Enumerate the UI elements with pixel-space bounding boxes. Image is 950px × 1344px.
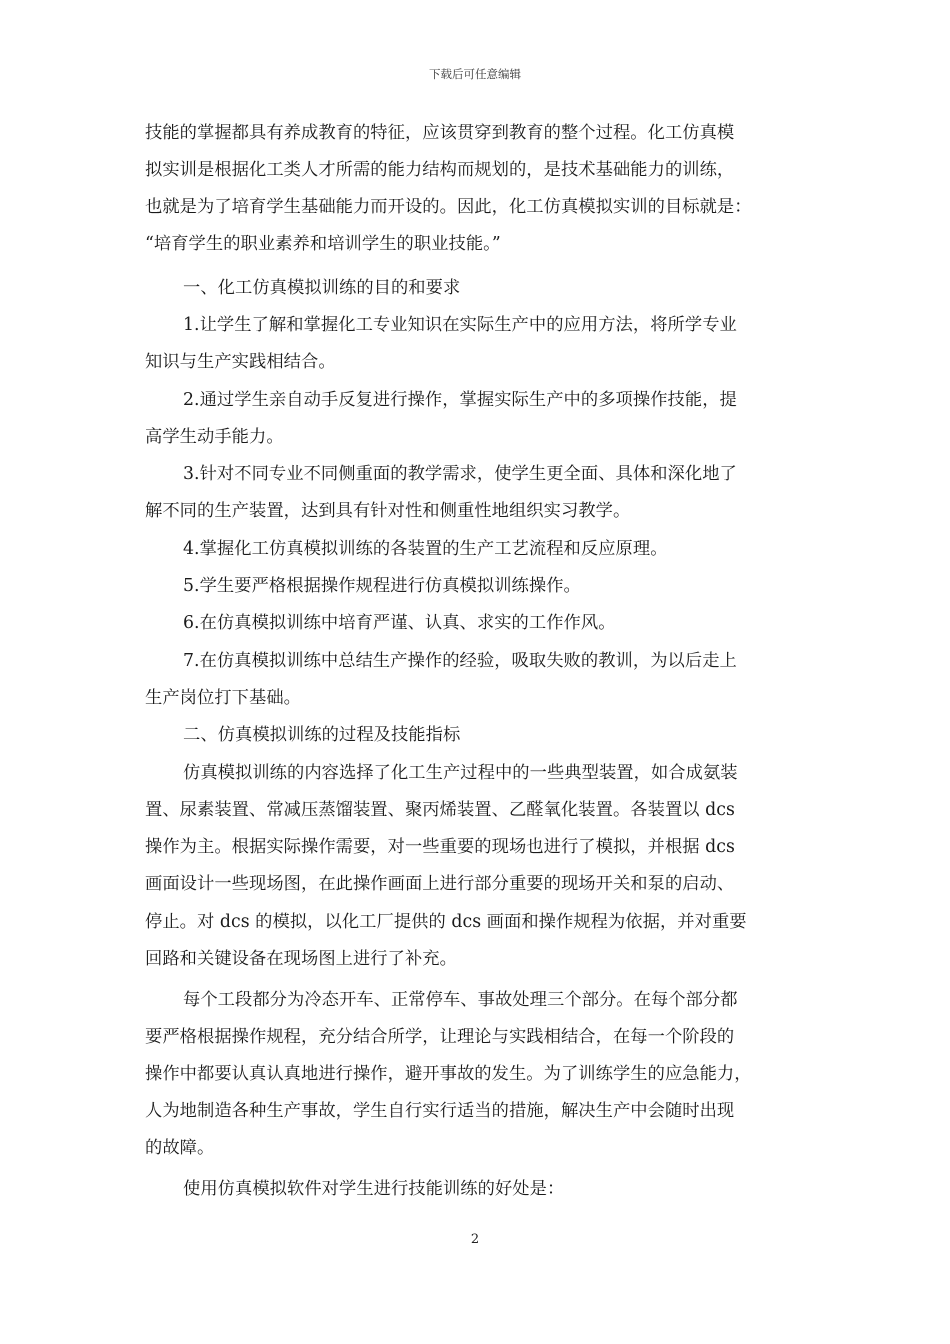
text-line: 要严格根据操作规程，充分结合所学，让理论与实践相结合，在每一个阶段的: [145, 1027, 735, 1047]
text-line: 生产岗位打下基础。: [145, 688, 301, 708]
text-line: “培育学生的职业素养和培训学生的职业技能。”: [145, 234, 501, 254]
page-header: 下载后可任意编辑: [429, 67, 521, 81]
list-item: 5.学生要严格根据操作规程进行仿真模拟训练操作。: [183, 576, 581, 596]
text-line: 高学生动手能力。: [145, 427, 284, 447]
text-line: 停止。对 dcs 的模拟，以化工厂提供的 dcs 画面和操作规程为依据，并对重要: [145, 912, 747, 932]
text-line: 操作为主。根据实际操作需要，对一些重要的现场也进行了模拟，并根据 dcs: [145, 837, 735, 857]
text-line: 技能的掌握都具有养成教育的特征，应该贯穿到教育的整个过程。化工仿真模: [145, 123, 735, 143]
text-line: 使用仿真模拟软件对学生进行技能训练的好处是：: [183, 1179, 565, 1199]
text-line: 回路和关键设备在现场图上进行了补充。: [145, 949, 457, 969]
section-heading: 二、仿真模拟训练的过程及技能指标: [183, 725, 461, 745]
text-line: 每个工段都分为冷态开车、正常停车、事故处理三个部分。在每个部分都: [183, 990, 738, 1010]
list-item: 3.针对不同专业不同侧重面的教学需求，使学生更全面、具体和深化地了: [183, 464, 737, 484]
text-line: 的故障。: [145, 1138, 215, 1158]
list-item: 6.在仿真模拟训练中培育严谨、认真、求实的工作作风。: [183, 613, 616, 633]
text-line: 知识与生产实践相结合。: [145, 352, 336, 372]
list-item: 2.通过学生亲自动手反复进行操作，掌握实际生产中的多项操作技能，提: [183, 390, 737, 410]
text-line: 拟实训是根据化工类人才所需的能力结构而规划的，是技术基础能力的训练，: [145, 160, 735, 180]
list-item: 7.在仿真模拟训练中总结生产操作的经验，吸取失败的教训，为以后走上: [183, 651, 737, 671]
page-number: 2: [470, 1232, 480, 1247]
text-line: 操作中都要认真认真地进行操作，避开事故的发生。为了训练学生的应急能力，: [145, 1064, 752, 1084]
text-line: 人为地制造各种生产事故，学生自行实行适当的措施，解决生产中会随时出现: [145, 1101, 735, 1121]
list-item: 4.掌握化工仿真模拟训练的各装置的生产工艺流程和反应原理。: [183, 539, 668, 559]
text-line: 画面设计一些现场图，在此操作画面上进行部分重要的现场开关和泵的启动、: [145, 874, 735, 894]
text-line: 解不同的生产装置，达到具有针对性和侧重性地组织实习教学。: [145, 501, 631, 521]
text-line: 也就是为了培育学生基础能力而开设的。因此，化工仿真模拟实训的目标就是：: [145, 197, 752, 217]
text-line: 仿真模拟训练的内容选择了化工生产过程中的一些典型装置，如合成氨装: [183, 763, 738, 783]
list-item: 1.让学生了解和掌握化工专业知识在实际生产中的应用方法，将所学专业: [183, 315, 737, 335]
section-heading: 一、化工仿真模拟训练的目的和要求: [183, 278, 461, 298]
text-line: 置、尿素装置、常减压蒸馏装置、聚丙烯装置、乙醛氧化装置。各装置以 dcs: [145, 800, 735, 820]
